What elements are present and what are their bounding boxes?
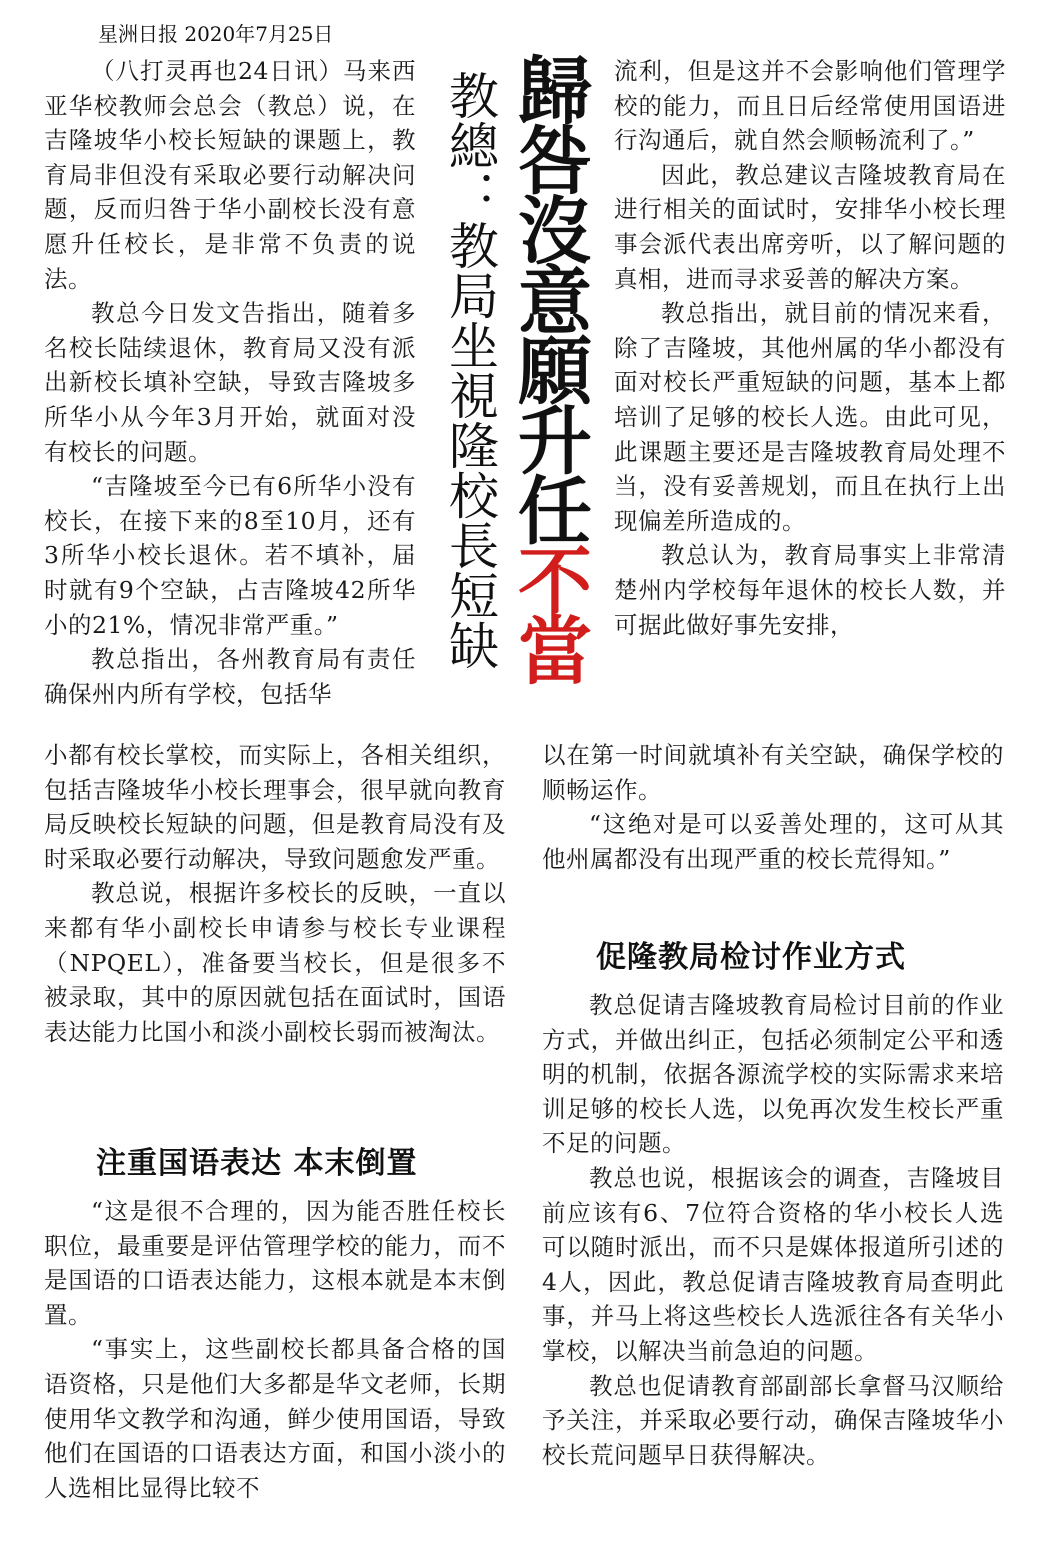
paragraph: 教总促请吉隆坡教育局检讨目前的作业方式，并做出纠正，包括必须制定公平和透明的机制，依据各源流学校的实际需求来培训足够的校长人选，以免再次发生校长严重不足的问题。 [542, 991, 1004, 1158]
paragraph: 教总指出，就目前的情况来看，除了吉隆坡，其他州属的华小都没有面对校长严重短缺的问题，基本上都培训了足够的校长人选。由此可见，此课题主要还是吉隆坡教育局处理不当，没有妥善规划，而且在执行上出现偏差所造成的。 [614, 299, 1006, 535]
paragraph: “事实上，这些副校长都具备合格的国语资格，只是他们大多都是华文老师，长期使用华文教学和沟通，鲜少使用国语，导致他们在国语的口语表达方面，和国小淡小的人选相比显得比较不 [44, 1335, 506, 1502]
paragraph: 教总今日发文告指出，随着多名校长陆续退休，教育局又没有派出新校长填补空缺，导致吉隆坡多所华小从今年3月开始，就面对没有校长的问题。 [44, 299, 416, 466]
headline-main [508, 52, 590, 682]
paragraph: 因此，教总建议吉隆坡教育局在进行相关的面试时，安排华小校长理事会派代表出席旁听，以了解问题的真相，进而寻求妥善的解决方案。 [614, 160, 1006, 293]
left-column-after-subheading [44, 1194, 506, 1505]
masthead: 星洲日报 2020年7月25日 [98, 22, 334, 46]
paragraph-continued: 流利，但是这并不会影响他们管理学校的能力，而且日后经常使用国语进行沟通后，就自然会顺畅流利了。” [614, 57, 1006, 155]
paragraph: 教总说，根据许多校长的反映，一直以来都有华小副校长申请参与校长专业课程（NPQEL），准备要当校长，但是很多不被录取，其中的原因就包括在面试时，国语表达能力比国小和淡小副校长弱而被淘汰。 [44, 879, 506, 1046]
right-column-bottom [542, 738, 1004, 876]
left-column-top [44, 54, 416, 711]
paragraph: 教总认为，教育局事实上非常清楚州内学校每年退休的校长人数，并可据此做好事先安排， [614, 541, 1006, 639]
paragraph: “吉隆坡至今已有6所华小没有校长，在接下来的8至10月，还有3所华小校长退休。若不填补，届时就有9个空缺，占吉隆坡42所华小的21%，情况非常严重。” [44, 472, 416, 639]
paragraph: “这绝对是可以妥善处理的，这可从其他州属都没有出现严重的校长荒得知。” [542, 810, 1004, 873]
right-column-after-subheading [542, 988, 1004, 1472]
paragraph: 教总也促请教育部副部长拿督马汉顺给予关注，并采取必要行动，确保吉隆坡华小校长荒问题早日获得解决。 [542, 1371, 1004, 1469]
right-column-top [614, 54, 1006, 642]
paragraph: 教总指出，各州教育局有责任确保州内所有学校，包括华 [44, 645, 416, 708]
subheading-1: 注重国语表达 本末倒置 [96, 1146, 418, 1181]
paragraph-continued: 小都有校长掌校，而实际上，各相关组织，包括吉隆坡华小校长理事会，很早就向教育局反映校长短缺的问题，但是教育局没有及时采取必要行动解决，导致问题愈发严重。 [44, 741, 506, 873]
headline-main-red: 不當 [506, 542, 592, 682]
paragraph: “这是很不合理的，因为能否胜任校长职位，最重要是评估管理学校的能力，而不是国语的口语表达能力，这根本就是本末倒置。 [44, 1197, 506, 1329]
headline-main-black: 歸咎沒意願升任 [506, 52, 592, 542]
paragraph: 教总也说，根据该会的调查，吉隆坡目前应该有6、7位符合资格的华小校长人选可以随时派出，而不只是媒体报道所引述的4人，因此，教总促请吉隆坡教育局查明此事，并马上将这些校长人选派往各有关华小掌校，以解决当前急迫的问题。 [542, 1163, 1004, 1365]
subheading-2: 促隆教局检讨作业方式 [596, 940, 906, 975]
paragraph: （八打灵再也24日讯）马来西亚华校教师会总会（教总）说，在吉隆坡华小校长短缺的课题上，教育局非但没有采取必要行动解决问题，反而归咎于华小副校长没有意愿升任校长，是非常不负责的说法。 [44, 57, 416, 293]
headline-sub: 教總：教局坐視隆校長短缺 [441, 70, 499, 670]
left-column-bottom [44, 738, 506, 1049]
paragraph-continued: 以在第一时间就填补有关空缺，确保学校的顺畅运作。 [542, 741, 1004, 804]
